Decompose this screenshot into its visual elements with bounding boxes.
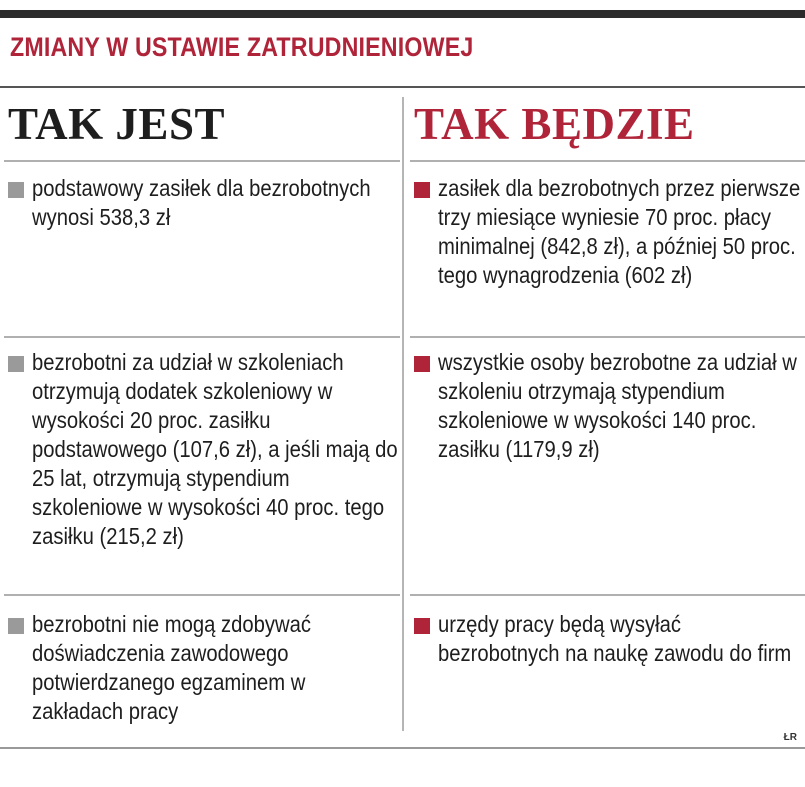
square-bullet-icon: [8, 356, 24, 372]
square-bullet-icon: [414, 356, 430, 372]
square-bullet-icon: [8, 182, 24, 198]
square-bullet-icon: [8, 618, 24, 634]
column-divider: [402, 97, 404, 731]
column-header-label: TAK JEST: [8, 99, 225, 149]
comparison-row-2-left: [4, 338, 400, 596]
square-bullet-icon: [414, 182, 430, 198]
author-credit: ŁR: [783, 732, 797, 743]
column-header-tak-bedzie: [410, 88, 805, 162]
comparison-row-2-right: [410, 338, 805, 596]
bottom-rule: [0, 747, 805, 749]
comparison-row-1-right: [410, 162, 805, 338]
infographic-title: ZMIANY W USTAWIE ZATRUDNIENIOWEJ: [10, 32, 474, 62]
item-text: bezrobotni nie mogą zdobywać doświadczenia zawodowego potwierdzanego egzaminem w zakładach pracy: [32, 611, 312, 724]
comparison-row-1-left: [4, 162, 400, 338]
column-header-tak-jest: [4, 88, 400, 162]
column-header-label: TAK BĘDZIE: [414, 99, 695, 149]
top-rule: [0, 10, 805, 18]
item-text: podstawowy zasiłek dla bezrobotnych wynosi 538,3 zł: [32, 175, 371, 230]
item-text: bezrobotni za udział w szkoleniach otrzymują dodatek szkoleniowy w wysokości 20 proc. zasiłku podstawowego (107,6 zł), a jeśli mają do 25 lat, otrzymują stypendium szkoleniowe w wysokości 40 proc. tego zasiłku (215,2 zł): [32, 349, 398, 549]
item-text: zasiłek dla bezrobotnych przez pierwsze trzy miesiące wyniesie 70 proc. płacy minimalnej (842,8 zł), a później 50 proc. tego wynagrodzenia (602 zł): [438, 175, 801, 288]
square-bullet-icon: [414, 618, 430, 634]
item-text: wszystkie osoby bezrobotne za udział w szkoleniu otrzymają stypendium szkoleniowe w wysokości 140 proc. zasiłku (1179,9 zł): [438, 349, 797, 462]
item-text: urzędy pracy będą wysyłać bezrobotnych na naukę zawodu do firm: [438, 611, 792, 666]
column-tak-bedzie: [410, 88, 805, 666]
column-tak-jest: [4, 88, 400, 724]
